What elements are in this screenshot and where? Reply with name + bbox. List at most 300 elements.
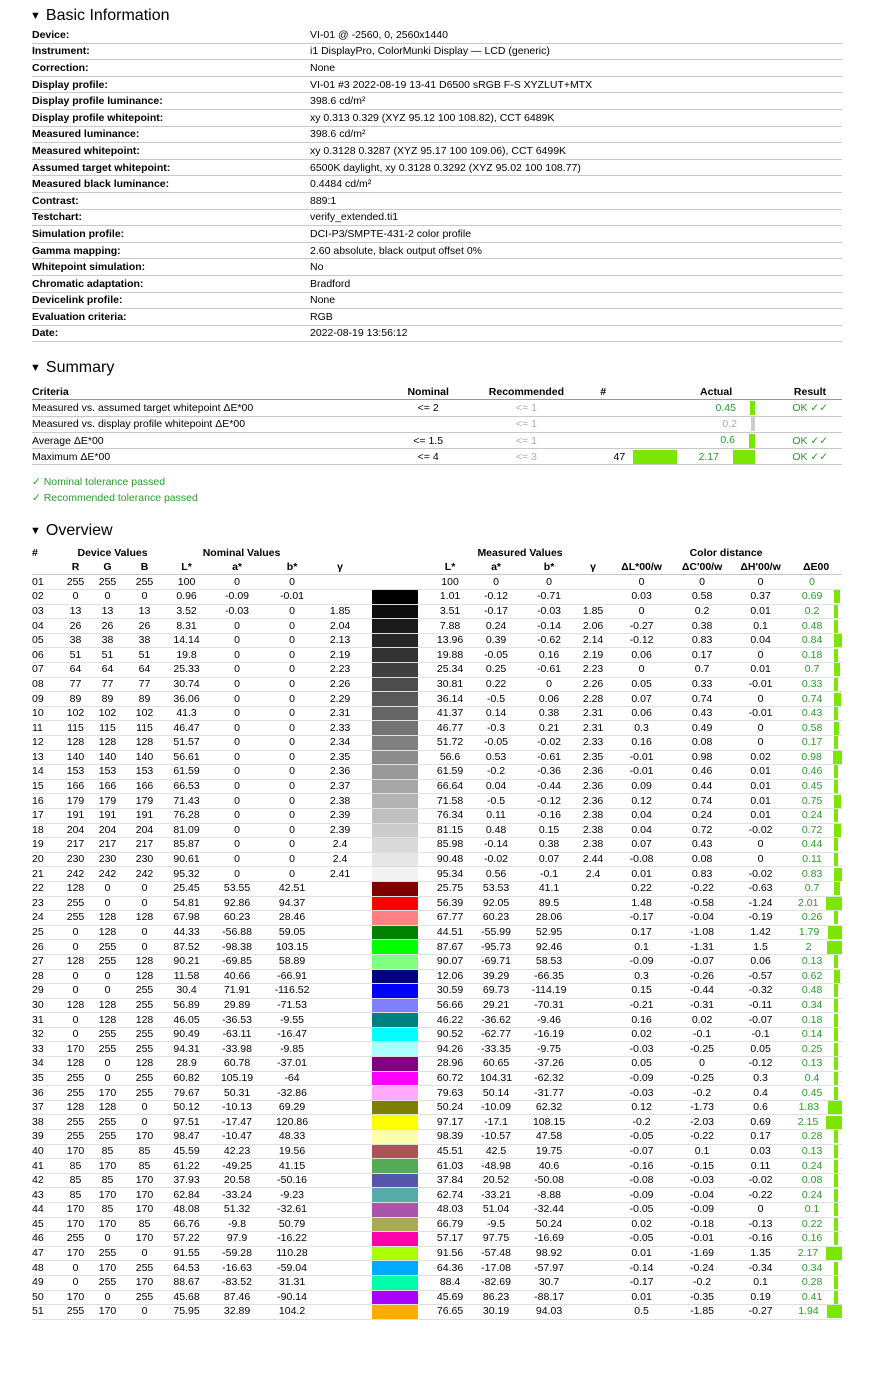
collapse-triangle-icon[interactable]: ▼ [30, 10, 41, 22]
measured-gamma [576, 1057, 610, 1072]
section-title: Overview [45, 522, 113, 540]
info-row [32, 76, 842, 93]
delta-l: -0.27 [610, 619, 673, 634]
collapse-triangle-icon[interactable]: ▼ [30, 525, 41, 538]
delta-e-bar [834, 1276, 838, 1289]
measured-a: -0.2 [470, 765, 522, 780]
device-g: 170 [89, 1217, 126, 1232]
info-row [32, 159, 842, 176]
overview-header[interactable] [30, 520, 840, 542]
patch-number: 45 [32, 1217, 62, 1232]
device-r: 170 [62, 1042, 89, 1057]
info-label: Devicelink profile: [32, 292, 310, 309]
delta-h: 0.01 [731, 779, 790, 794]
delta-e-cell [790, 808, 842, 823]
col-nominal-a: a* [210, 560, 264, 575]
device-b: 64 [126, 663, 163, 678]
col-nominal: Nominal [388, 385, 469, 400]
delta-h: -1.24 [731, 896, 790, 911]
info-label: Contrast: [32, 192, 310, 209]
device-b: 255 [126, 1071, 163, 1086]
nominal-gamma [320, 1130, 360, 1145]
patch-number: 02 [32, 590, 62, 605]
device-r: 128 [62, 998, 89, 1013]
color-swatch [372, 1101, 418, 1115]
delta-e: 0.18 [801, 1013, 823, 1026]
measured-l: 46.22 [430, 1013, 470, 1028]
col-nominal-l: L* [163, 560, 210, 575]
delta-e: 0.69 [801, 590, 823, 603]
nominal-l: 37.93 [163, 1173, 210, 1188]
measured-l: 30.81 [430, 677, 470, 692]
nominal-b: 0 [264, 648, 320, 663]
swatch-cell [360, 1100, 430, 1115]
nominal-gamma: 2.39 [320, 808, 360, 823]
delta-c: -1.31 [673, 940, 731, 955]
nominal-l: 36.06 [163, 692, 210, 707]
delta-e-cell [790, 604, 842, 619]
color-swatch [372, 751, 418, 765]
group-measured-values: Measured Values [477, 547, 563, 560]
summary-count-cell [584, 449, 677, 465]
delta-e-box [790, 1086, 842, 1100]
measured-a: -33.21 [470, 1188, 522, 1203]
swatch-cell [360, 969, 430, 984]
measured-a: -0.5 [470, 692, 522, 707]
delta-e-bar [834, 1130, 838, 1143]
device-r: 170 [62, 1203, 89, 1218]
info-value: 398.6 cd/m² [310, 93, 842, 110]
delta-e-box [790, 707, 842, 721]
delta-e-bar [834, 809, 838, 822]
delta-e-cell [790, 1057, 842, 1072]
delta-c: -0.2 [673, 1086, 731, 1101]
measured-a: 0.48 [470, 823, 522, 838]
delta-h: 1.35 [731, 1246, 790, 1261]
nominal-l: 98.47 [163, 1130, 210, 1145]
measured-b: 58.53 [522, 954, 576, 969]
delta-e: 0.58 [801, 721, 823, 734]
delta-e: 0.7 [804, 663, 820, 676]
nominal-b: -64 [264, 1071, 320, 1086]
delta-c: -0.25 [673, 1042, 731, 1057]
delta-e-box [790, 721, 842, 735]
info-row [32, 27, 842, 43]
overview-row [32, 867, 842, 882]
overview-row [32, 1305, 842, 1320]
device-r: 0 [62, 590, 89, 605]
color-swatch [372, 1276, 418, 1290]
color-swatch [372, 736, 418, 750]
measured-a: 0.24 [470, 619, 522, 634]
overview-row [32, 619, 842, 634]
overview-row [32, 590, 842, 605]
swatch-cell [360, 1290, 430, 1305]
nominal-gamma [320, 1100, 360, 1115]
device-r: 255 [62, 911, 89, 926]
color-swatch [372, 999, 418, 1013]
nominal-l: 85.87 [163, 838, 210, 853]
measured-l: 81.15 [430, 823, 470, 838]
info-row [32, 60, 842, 77]
info-value: i1 DisplayPro, ColorMunki Display — LCD (generic) [310, 43, 842, 60]
device-b: 128 [126, 911, 163, 926]
delta-h: 0.4 [731, 1086, 790, 1101]
device-r: 0 [62, 1261, 89, 1276]
delta-h: -0.02 [731, 867, 790, 882]
measured-b: 0.06 [522, 692, 576, 707]
info-value: No [310, 259, 842, 276]
delta-h: -0.19 [731, 911, 790, 926]
delta-c: -0.22 [673, 1130, 731, 1145]
overview-row [32, 911, 842, 926]
info-label: Simulation profile: [32, 226, 310, 243]
patch-number: 17 [32, 808, 62, 823]
summary-criteria: Maximum ΔE*00 [32, 449, 388, 465]
color-swatch [372, 648, 418, 662]
section-title: Basic Information [45, 7, 170, 24]
swatch-cell [360, 896, 430, 911]
color-swatch [372, 1159, 418, 1173]
delta-h: -0.02 [731, 823, 790, 838]
patch-number: 25 [32, 925, 62, 940]
measured-gamma [576, 1027, 610, 1042]
measured-gamma [576, 575, 610, 590]
delta-h: -0.13 [731, 1217, 790, 1232]
device-b: 85 [126, 1144, 163, 1159]
measured-b: -0.61 [522, 663, 576, 678]
swatch-cell [360, 794, 430, 809]
color-swatch [372, 1247, 418, 1261]
delta-e-bar [834, 736, 838, 749]
delta-c: 0.17 [673, 648, 731, 663]
nominal-l: 41.3 [163, 706, 210, 721]
delta-e: 0.08 [801, 1174, 823, 1187]
delta-e-cell [790, 1086, 842, 1101]
info-label: Display profile whitepoint: [32, 109, 310, 126]
info-row [32, 143, 842, 160]
measured-a: 50.14 [470, 1086, 522, 1101]
delta-e-bar [834, 1218, 838, 1231]
delta-e-box [790, 736, 842, 750]
device-g: 0 [89, 1057, 126, 1072]
nominal-gamma: 2.33 [320, 721, 360, 736]
nominal-b: 0 [264, 736, 320, 751]
device-g: 26 [89, 619, 126, 634]
delta-e-bar [834, 663, 840, 676]
info-row [32, 309, 842, 326]
measured-gamma [576, 1188, 610, 1203]
delta-e-box [790, 590, 842, 604]
measured-gamma [576, 881, 610, 896]
measured-a: -10.09 [470, 1100, 522, 1115]
delta-e-cell [790, 794, 842, 809]
color-swatch [372, 911, 418, 925]
device-g: 115 [89, 721, 126, 736]
swatch-cell [360, 1130, 430, 1145]
patch-number: 20 [32, 852, 62, 867]
delta-e-bar [826, 897, 842, 910]
measured-l: 90.07 [430, 954, 470, 969]
swatch-cell [360, 663, 430, 678]
delta-e-bar [834, 678, 838, 691]
swatch-cell [360, 736, 430, 751]
delta-c: -0.1 [673, 1027, 731, 1042]
delta-e: 0.48 [801, 619, 823, 632]
device-g: 128 [89, 998, 126, 1013]
nominal-gamma [320, 1305, 360, 1320]
delta-e-cell [790, 867, 842, 882]
nominal-b: 110.28 [264, 1246, 320, 1261]
delta-h: 0.1 [731, 619, 790, 634]
nominal-l: 45.68 [163, 1290, 210, 1305]
delta-e-box [790, 970, 842, 984]
device-g: 89 [89, 692, 126, 707]
measured-b: 41.1 [522, 881, 576, 896]
delta-e-box [790, 605, 842, 619]
nominal-a: -33.98 [210, 1042, 264, 1057]
patch-number: 07 [32, 663, 62, 678]
device-b: 170 [126, 1275, 163, 1290]
summary-criteria: Measured vs. assumed target whitepoint ΔE*00 [32, 400, 388, 416]
delta-h: 0.69 [731, 1115, 790, 1130]
measured-l: 67.77 [430, 911, 470, 926]
delta-h: 0.01 [731, 604, 790, 619]
overview-row [32, 969, 842, 984]
device-r: 255 [62, 1086, 89, 1101]
measured-a: 0.14 [470, 706, 522, 721]
delta-c: 0.02 [673, 1013, 731, 1028]
measured-gamma: 2.23 [576, 663, 610, 678]
col-measured-a: a* [470, 560, 522, 575]
nominal-gamma: 2.35 [320, 750, 360, 765]
patch-number: 22 [32, 881, 62, 896]
swatch-cell [360, 1232, 430, 1247]
measured-l: 66.64 [430, 779, 470, 794]
delta-h: 0 [731, 852, 790, 867]
delta-e-box [790, 1115, 842, 1129]
device-g: 170 [89, 1188, 126, 1203]
collapse-triangle-icon[interactable]: ▼ [30, 362, 41, 375]
swatch-cell [360, 1144, 430, 1159]
device-g: 128 [89, 1013, 126, 1028]
color-swatch [372, 838, 418, 852]
measured-b: 50.24 [522, 1217, 576, 1232]
nominal-b: -9.55 [264, 1013, 320, 1028]
device-r: 38 [62, 633, 89, 648]
device-g: 204 [89, 823, 126, 838]
patch-number: 44 [32, 1203, 62, 1218]
patch-number: 11 [32, 721, 62, 736]
device-b: 0 [126, 881, 163, 896]
measured-b: 47.58 [522, 1130, 576, 1145]
overview-row [32, 852, 842, 867]
measured-b: -9.75 [522, 1042, 576, 1057]
delta-c: -0.07 [673, 954, 731, 969]
measured-b: 62.32 [522, 1100, 576, 1115]
measured-a: -10.57 [470, 1130, 522, 1145]
delta-e-cell [790, 1232, 842, 1247]
color-swatch [372, 867, 418, 881]
overview-row [32, 1027, 842, 1042]
nominal-a: -33.24 [210, 1188, 264, 1203]
delta-e-box [790, 1232, 842, 1246]
delta-l: 0.04 [610, 823, 673, 838]
measured-gamma: 2.31 [576, 706, 610, 721]
measured-b: -0.12 [522, 794, 576, 809]
overview-row [32, 925, 842, 940]
delta-c: -0.26 [673, 969, 731, 984]
delta-e: 0.72 [801, 823, 823, 836]
info-value: xy 0.313 0.329 (XYZ 95.12 100 108.82), CCT 6489K [310, 109, 842, 126]
delta-c: -0.31 [673, 998, 731, 1013]
delta-c: 0.83 [673, 633, 731, 648]
delta-e: 2.01 [798, 896, 819, 909]
delta-e-box [790, 984, 842, 998]
delta-e-bar [827, 941, 842, 954]
delta-e-bar [834, 1174, 838, 1187]
col-actual: Actual [677, 385, 755, 400]
col-delta-l: ΔL*00/w [610, 560, 673, 575]
delta-e: 1.83 [798, 1101, 820, 1114]
summary-nominal [388, 416, 469, 432]
device-r: 255 [62, 1130, 89, 1145]
delta-e-cell [790, 998, 842, 1013]
recommended-pass-message: ✓ Recommended tolerance passed [32, 492, 198, 505]
delta-c: 0 [673, 1057, 731, 1072]
nominal-b: 0 [264, 852, 320, 867]
measured-b: 94.03 [522, 1305, 576, 1320]
nominal-l: 61.59 [163, 765, 210, 780]
info-row [32, 259, 842, 276]
col-measured-gamma: γ [576, 560, 610, 575]
delta-e-cell [790, 1203, 842, 1218]
delta-e-box [790, 1203, 842, 1217]
summary-recommended: <= 1 [469, 416, 585, 432]
measured-l: 91.56 [430, 1246, 470, 1261]
device-r: 179 [62, 794, 89, 809]
color-swatch [372, 634, 418, 648]
pass-messages [32, 474, 842, 506]
patch-number: 19 [32, 838, 62, 853]
info-label: Display profile luminance: [32, 93, 310, 110]
nominal-gamma [320, 1188, 360, 1203]
delta-e: 0.7 [804, 882, 820, 895]
measured-a: 92.05 [470, 896, 522, 911]
nominal-b: -32.86 [264, 1086, 320, 1101]
overview-row [32, 940, 842, 955]
nominal-gamma [320, 1042, 360, 1057]
delta-e-bar [834, 1145, 838, 1158]
nominal-gamma: 2.13 [320, 633, 360, 648]
measured-a: -0.05 [470, 736, 522, 751]
summary-row [32, 400, 842, 416]
measured-l: 37.84 [430, 1173, 470, 1188]
delta-h: 0.01 [731, 794, 790, 809]
delta-l: -0.09 [610, 1071, 673, 1086]
nominal-b: 0 [264, 692, 320, 707]
summary-count-cell [584, 400, 677, 416]
device-g: 85 [89, 1173, 126, 1188]
delta-e-box [790, 648, 842, 662]
overview-row [32, 896, 842, 911]
patch-number: 49 [32, 1275, 62, 1290]
delta-e-cell [790, 779, 842, 794]
device-r: 204 [62, 823, 89, 838]
device-b: 0 [126, 1246, 163, 1261]
measured-l: 98.39 [430, 1130, 470, 1145]
summary-actual-bar [733, 450, 755, 464]
basic-information-header[interactable] [30, 5, 840, 27]
delta-e: 0.14 [801, 1028, 823, 1041]
nominal-a: 40.66 [210, 969, 264, 984]
delta-e-bar [834, 605, 838, 618]
measured-a: -0.05 [470, 648, 522, 663]
nominal-a: -59.28 [210, 1246, 264, 1261]
device-g: 0 [89, 1290, 126, 1305]
measured-gamma [576, 1173, 610, 1188]
nominal-b: 0 [264, 838, 320, 853]
device-g: 170 [89, 1261, 126, 1276]
measured-gamma [576, 1232, 610, 1247]
color-swatch [372, 1072, 418, 1086]
nominal-a: 0 [210, 794, 264, 809]
device-r: 242 [62, 867, 89, 882]
delta-e-box [790, 663, 842, 677]
overview-row [32, 575, 842, 590]
delta-l: 0.02 [610, 1217, 673, 1232]
delta-l: -0.09 [610, 954, 673, 969]
patch-number: 01 [32, 575, 62, 590]
delta-l: -0.17 [610, 1275, 673, 1290]
device-b: 38 [126, 633, 163, 648]
measured-gamma [576, 1217, 610, 1232]
nominal-b: 58.89 [264, 954, 320, 969]
device-b: 255 [126, 984, 163, 999]
nominal-l: 62.84 [163, 1188, 210, 1203]
device-b: 204 [126, 823, 163, 838]
col-measured-b: b* [522, 560, 576, 575]
delta-c: -0.58 [673, 896, 731, 911]
delta-e-cell [790, 1100, 842, 1115]
measured-b: 28.06 [522, 911, 576, 926]
delta-e-box [790, 1057, 842, 1071]
measured-l: 57.17 [430, 1232, 470, 1247]
device-b: 0 [126, 1305, 163, 1320]
device-r: 255 [62, 1115, 89, 1130]
delta-c: 0.2 [673, 604, 731, 619]
delta-e-cell [790, 765, 842, 780]
summary-section [32, 357, 842, 506]
color-swatch [372, 1203, 418, 1217]
nominal-l: 25.33 [163, 663, 210, 678]
device-r: 0 [62, 1275, 89, 1290]
measured-a: -95.73 [470, 940, 522, 955]
summary-actual-bar [751, 417, 755, 431]
info-value: 6500K daylight, xy 0.3128 0.3292 (XYZ 95.02 100 108.77) [310, 159, 842, 176]
delta-e-box [790, 955, 842, 969]
summary-header[interactable] [30, 357, 840, 379]
measured-b: -16.69 [522, 1232, 576, 1247]
delta-h: -0.02 [731, 1173, 790, 1188]
col-blank [32, 560, 62, 575]
measured-b: -0.61 [522, 750, 576, 765]
delta-l: 0.01 [610, 1246, 673, 1261]
summary-result: OK ✓✓ [755, 449, 842, 465]
nominal-gamma: 2.31 [320, 706, 360, 721]
device-r: 0 [62, 969, 89, 984]
measured-gamma [576, 1246, 610, 1261]
